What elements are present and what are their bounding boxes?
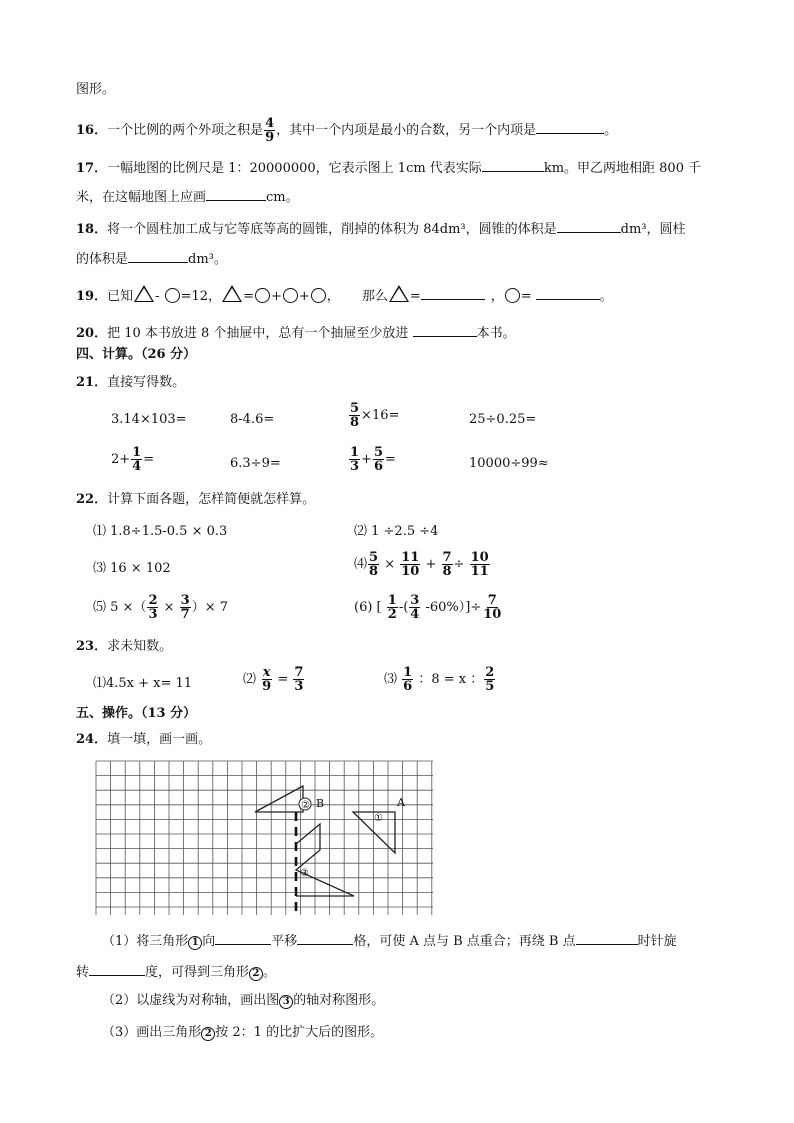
- section-5-title: 五、操作。（13 分）: [76, 706, 197, 721]
- frac-den: 11: [470, 564, 489, 579]
- q24-step-2: [102, 992, 384, 1010]
- question-21-title: [76, 374, 185, 392]
- q16-text-3: 。: [604, 123, 618, 138]
- frac: [368, 551, 379, 578]
- q21-e7-plus: +: [361, 452, 372, 467]
- q21-expr-5: [111, 446, 154, 473]
- frac-den: 10: [401, 564, 420, 579]
- label-B: B: [316, 797, 325, 810]
- q20-text: 把 10 本书放进 8 个抽屉中，总有一个抽屉至少放进: [107, 326, 413, 341]
- q19-answer-blank-circle[interactable]: [536, 285, 600, 300]
- triangle-icon: [389, 285, 409, 302]
- q17-answer-blank-cm[interactable]: [206, 186, 266, 201]
- frac-num: 3: [180, 593, 190, 608]
- q16-answer-blank[interactable]: [536, 119, 604, 134]
- frac-num: 7: [294, 665, 304, 680]
- q16-text: 一个比例的两个外项之积是: [107, 123, 264, 138]
- frac-num: 1: [403, 665, 413, 680]
- q19-plus: +: [298, 289, 310, 304]
- q19-eq-2: =: [409, 289, 421, 304]
- frac-num: 3: [410, 593, 420, 608]
- question-16: [76, 117, 617, 144]
- q21-e5-frac: [131, 446, 142, 473]
- q18-text-4: dm³。: [188, 252, 227, 267]
- q20-text-2: 本书。: [476, 326, 516, 341]
- question-22-title: [76, 491, 315, 509]
- q22-p5-text-2: ）× 7: [191, 600, 228, 615]
- op: ×: [159, 600, 179, 615]
- frac-num: [262, 666, 272, 680]
- frac-den: 8: [442, 564, 452, 579]
- q19-then: 那么: [361, 289, 388, 304]
- figure-3-shape: [296, 824, 354, 896]
- frac-num: 2: [485, 665, 495, 680]
- frac-den: 8: [369, 564, 379, 579]
- q24-s1-text-4: 格，可使 A 点与 B 点重合；再绕 B 点: [353, 934, 576, 949]
- frac-num: 5: [350, 401, 360, 416]
- q21-expr-2: 8-4.6=: [230, 412, 275, 427]
- q23-text: 求未知数。: [107, 639, 173, 654]
- q18-number: 18．: [76, 222, 108, 237]
- q21-e3-text: ×16=: [361, 408, 400, 423]
- op: ×: [380, 557, 400, 572]
- frac: [442, 551, 453, 578]
- op: ÷: [453, 557, 469, 572]
- circled-2-icon: 2: [201, 1027, 215, 1041]
- q17-answer-blank-km[interactable]: [482, 157, 544, 172]
- frac-den: 4: [132, 459, 142, 474]
- q16-text-2: ，其中一个内项是最小的合数，另一个内项是: [276, 123, 537, 138]
- frac-num: 2: [148, 593, 158, 608]
- q24-number: 24．: [76, 732, 108, 747]
- label-3: ③: [300, 868, 309, 879]
- label-1: ①: [374, 813, 383, 824]
- question-20: [76, 322, 516, 343]
- q23-problem-3: [384, 666, 496, 693]
- q24-blank-squares[interactable]: [297, 930, 353, 945]
- q19-eq-3: =: [520, 289, 532, 304]
- q17-text: 一幅地图的比例尺是 1：20000000，它表示图上 1cm 代表实际: [107, 161, 482, 176]
- question-23-title: [76, 638, 172, 656]
- triangle-icon: [222, 285, 242, 302]
- op: +: [421, 557, 441, 572]
- question-18-line-2: [76, 248, 227, 269]
- q21-e5-eq: =: [143, 452, 155, 467]
- frac-den: 3: [294, 679, 304, 694]
- frac-num: 1: [132, 445, 142, 460]
- frac-num: 10: [470, 550, 489, 565]
- frac: [470, 551, 490, 578]
- q23-p3-text: ：8 = x ：: [414, 672, 484, 687]
- frac-num: 7: [487, 593, 497, 608]
- q19-eq: =: [243, 289, 254, 304]
- frac-den: 9: [262, 679, 272, 694]
- q19-comma-2: ，: [490, 289, 504, 304]
- circled-2-icon: 2: [249, 967, 263, 981]
- circle-icon: [255, 288, 270, 303]
- frac: [293, 666, 304, 693]
- q22-problem-6: [354, 594, 503, 621]
- q22-p6-text-2: -(: [398, 600, 409, 615]
- q22-number: 22．: [76, 492, 108, 507]
- q22-p4-label: ⑷: [354, 557, 368, 572]
- q24-s1-text-8: 。: [263, 965, 277, 980]
- frac: [261, 666, 272, 693]
- question-17-line-1: [76, 157, 701, 178]
- frac: [484, 666, 495, 693]
- q16-frac-num: 4: [265, 116, 275, 131]
- label-A: A: [397, 796, 405, 809]
- frac: [147, 594, 158, 621]
- frac: [400, 551, 420, 578]
- frac-den: 4: [410, 607, 420, 622]
- q21-e7-frac-1: [349, 446, 360, 473]
- frac-den: 2: [387, 607, 397, 622]
- q19-text: 已知: [107, 289, 134, 304]
- q18-text-2: dm³，圆柱: [620, 222, 686, 237]
- label-2-text: ②: [301, 800, 310, 811]
- circle-icon: [165, 288, 180, 303]
- q24-blank-degrees[interactable]: [89, 961, 145, 976]
- q22-p5-text: ⑸ 5 ×（: [93, 600, 147, 615]
- q17-text-2: km。甲乙两地相距 800 千: [543, 161, 702, 176]
- frac-den: 5: [485, 679, 495, 694]
- frac-num: 11: [401, 550, 420, 565]
- q24-step-1-line-1: [102, 930, 677, 951]
- q16-number: 16．: [76, 123, 108, 138]
- frac: [387, 594, 398, 621]
- q19-comma: ，: [326, 289, 340, 304]
- circled-1-icon: 1: [188, 936, 202, 950]
- q24-s1-text-3: 平移: [271, 934, 298, 949]
- q21-expr-7: [348, 446, 396, 473]
- q24-blank-rotation-direction[interactable]: [576, 930, 638, 945]
- q16-fraction: [264, 117, 275, 144]
- q21-expr-1: 3.14×103=: [111, 412, 187, 427]
- question-18-line-1: [76, 218, 686, 239]
- question-19: [76, 285, 613, 306]
- frac-num: 5: [369, 550, 379, 565]
- frac-den: 8: [350, 415, 360, 430]
- q24-s1-text-7: 度，可得到三角形: [145, 965, 250, 980]
- frac-den: 3: [148, 607, 158, 622]
- q19-plus: +: [270, 289, 282, 304]
- q21-e7-frac-2: [373, 446, 384, 473]
- frac-num: 1: [387, 593, 397, 608]
- q24-step-1-line-2: [76, 961, 276, 982]
- q23-problem-1: ⑴4.5x + x= 11: [93, 676, 193, 691]
- q21-e5-text: 2+: [111, 452, 131, 467]
- q24-s1-text-2: 向: [202, 934, 216, 949]
- frac: [482, 594, 502, 621]
- frac: [409, 594, 420, 621]
- q22-problem-2: ⑵ 1 ÷2.5 ÷4: [354, 524, 439, 539]
- grid-figure: [95, 760, 435, 917]
- q19-minus: -: [155, 289, 164, 304]
- circle-icon: [505, 288, 520, 303]
- frac-den: 3: [350, 459, 360, 474]
- q19-number: 19．: [76, 289, 108, 304]
- q16-frac-den: 9: [265, 130, 275, 145]
- grid-lines: [96, 761, 433, 915]
- circle-icon: [311, 288, 326, 303]
- q22-text: 计算下面各题，怎样简便就怎样算。: [107, 492, 316, 507]
- q18-text: 将一个圆柱加工成与它等底等高的圆锥，削掉的体积为 84dm³，圆锥的体积是: [107, 222, 557, 237]
- q21-e7-eq: =: [385, 452, 396, 467]
- frac: [180, 594, 191, 621]
- top-fragment: 图形。: [76, 82, 116, 97]
- q18-answer-blank-cone[interactable]: [557, 218, 621, 233]
- q24-blank-direction[interactable]: [215, 930, 271, 945]
- q22-problem-1: ⑴ 1.8÷1.5-0.5 × 0.3: [93, 524, 228, 539]
- q24-s3-text: （3）画出三角形: [102, 1025, 202, 1040]
- q21-expr-3: [348, 402, 399, 429]
- q22-problem-5: [93, 594, 228, 621]
- frac-num: 1: [350, 445, 360, 460]
- q20-number: 20．: [76, 326, 108, 341]
- circle-icon: [283, 288, 298, 303]
- q24-s1-text: （1）将三角形: [102, 934, 189, 949]
- q24-s2-text-2: 的轴对称图形。: [293, 993, 385, 1008]
- q24-step-3: [102, 1024, 383, 1042]
- frac-num: 7: [442, 550, 452, 565]
- triangle-icon: [134, 285, 154, 302]
- circled-3-icon: 3: [279, 995, 293, 1009]
- q22-problem-3: ⑶ 16 × 102: [93, 561, 171, 576]
- frac-den: 7: [180, 607, 190, 622]
- q18-text-3: 的体积是: [76, 252, 129, 267]
- section-4-title: 四、计算。（26 分）: [76, 347, 197, 362]
- variable-x: x: [262, 665, 271, 680]
- q21-e3-frac: [349, 402, 360, 429]
- frac-den: 10: [483, 607, 502, 622]
- q17-number: 17．: [76, 161, 108, 176]
- q23-p3-label: ⑶: [384, 672, 402, 687]
- q21-expr-8: 10000÷99≈: [469, 456, 549, 471]
- q18-answer-blank-cylinder[interactable]: [128, 248, 188, 263]
- q17-text-3: 米，在这幅地图上应画: [76, 190, 207, 205]
- op: =: [273, 672, 293, 687]
- question-17-line-2: [76, 186, 299, 207]
- q23-problem-2: [243, 666, 305, 693]
- q17-text-4: cm。: [266, 190, 299, 205]
- frac-num: 5: [373, 445, 383, 460]
- q19-answer-blank-triangle[interactable]: [421, 285, 485, 300]
- frac: [402, 666, 413, 693]
- question-24-title: [76, 731, 211, 749]
- q19-period: 。: [599, 289, 613, 304]
- q24-s1-text-6: 转: [76, 965, 90, 980]
- q24-s3-text-2: 按 2：1 的比扩大后的图形。: [215, 1025, 384, 1040]
- q21-number: 21．: [76, 375, 108, 390]
- q21-expr-4: 25÷0.25=: [469, 412, 537, 427]
- q21-expr-6: 6.3÷9=: [230, 456, 281, 471]
- q20-answer-blank[interactable]: [413, 322, 477, 337]
- q24-text: 填一填，画一画。: [107, 732, 212, 747]
- q19-eq12: =12，: [180, 289, 222, 304]
- q22-p6-text-3: -60%）]÷: [421, 600, 482, 615]
- q24-s2-text: （2）以虚线为对称轴，画出图: [102, 993, 280, 1008]
- q23-p2-label: ⑵: [243, 672, 261, 687]
- q21-text: 直接写得数。: [107, 375, 186, 390]
- q24-s1-text-5: 时针旋: [637, 934, 677, 949]
- q22-p6-text: (6) [: [354, 600, 386, 615]
- q22-problem-4: [354, 551, 491, 578]
- q23-number: 23．: [76, 639, 108, 654]
- frac-den: 6: [403, 679, 413, 694]
- frac-den: 6: [373, 459, 383, 474]
